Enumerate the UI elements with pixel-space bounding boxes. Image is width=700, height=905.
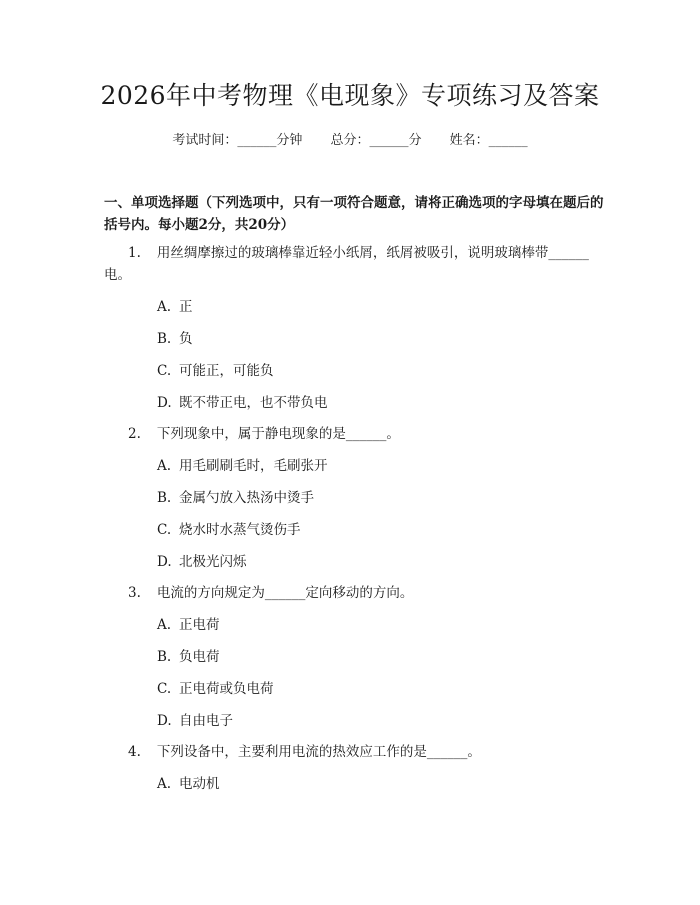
option-letter: D. [157,395,172,411]
question-1-option-c [157,361,274,381]
exam-info-line [0,131,700,151]
option-letter: C. [157,681,172,697]
question-number: 2. [128,426,141,442]
option-letter: C. [157,522,172,538]
question-text: 下列现象中，属于静电现象的是______。 [156,426,400,442]
option-letter: A. [157,617,172,633]
question-2-option-d [157,552,247,572]
student-name-field: 姓名：______ [449,133,528,148]
question-1-option-b [157,329,193,349]
question-text: 下列设备中，主要利用电流的热效应工作的是______。 [156,744,481,760]
question-3-option-b [157,647,220,667]
question-number: 4. [128,744,141,760]
option-text: 电动机 [179,776,220,792]
question-2-option-b [157,488,314,508]
question-2-option-c [157,520,301,540]
option-text: 北极光闪烁 [179,554,247,570]
option-text: 负 [179,331,193,347]
option-text: 负电荷 [179,649,220,665]
option-letter: A. [157,458,172,474]
exam-time-field: 考试时间：______分钟 [172,133,303,148]
option-letter: B. [157,649,172,665]
question-3-option-a [157,615,220,635]
question-text: 用丝绸摩擦过的玻璃棒靠近轻小纸屑，纸屑被吸引，说明玻璃棒带______电。 [104,245,589,283]
question-4 [104,741,604,763]
section-heading: 一、单项选择题（下列选项中，只有一项符合题意，请将正确选项的字母填在题后的括号内。每小题2分，共20分） [104,195,604,233]
option-letter: C. [157,363,172,379]
option-text: 用毛刷刷毛时，毛刷张开 [179,458,328,474]
option-letter: D. [157,554,172,570]
option-text: 既不带正电，也不带负电 [179,395,328,411]
question-4-option-a [157,774,220,794]
option-letter: A. [157,776,172,792]
option-text: 金属勺放入热汤中烫手 [179,490,314,506]
question-1-option-a [157,297,193,317]
option-text: 正电荷 [179,617,220,633]
question-number: 3. [128,585,141,601]
question-number: 1. [128,245,141,261]
option-text: 正电荷或负电荷 [179,681,274,697]
question-2-option-a [157,456,328,476]
question-1 [104,242,604,286]
total-score-field: 总分：______分 [330,133,422,148]
option-text: 正 [179,299,193,315]
option-letter: D. [157,713,172,729]
question-3 [104,582,604,604]
option-letter: B. [157,490,172,506]
question-text: 电流的方向规定为______定向移动的方向。 [156,585,414,601]
question-3-option-d [157,711,233,731]
question-3-option-c [157,679,274,699]
option-text: 自由电子 [179,713,233,729]
page-title: 2026年中考物理《电现象》专项练习及答案 [100,81,600,110]
option-letter: A. [157,299,172,315]
option-text: 烧水时水蒸气烫伤手 [179,522,301,538]
option-letter: B. [157,331,172,347]
question-1-option-d [157,393,328,413]
option-text: 可能正，可能负 [179,363,274,379]
question-2 [104,423,604,445]
